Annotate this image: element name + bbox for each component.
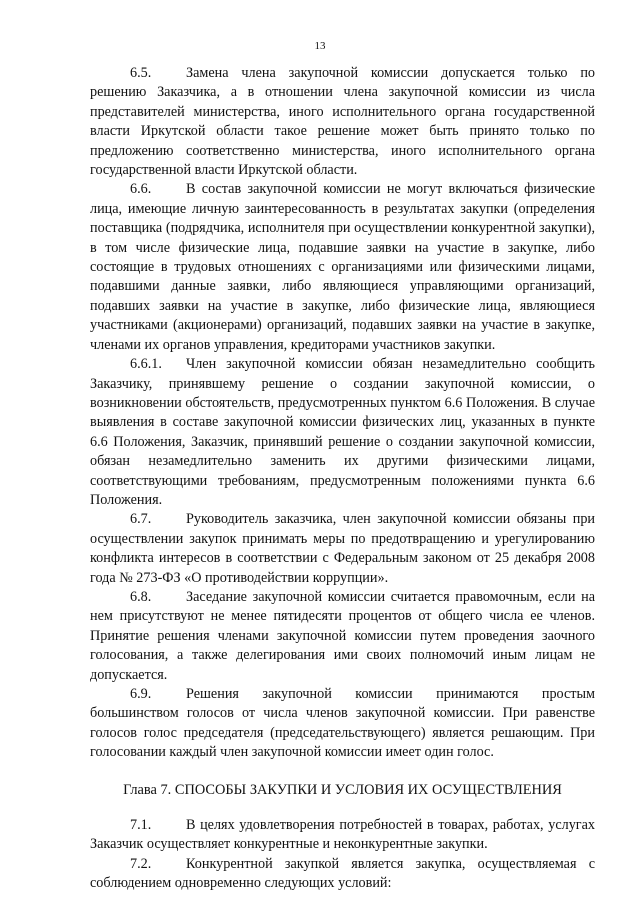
paragraph-number: 6.7. <box>130 511 152 528</box>
page-number: 13 <box>314 40 326 52</box>
paragraph-text: Заседание закупочной комиссии считается правомочным, если на нем присутствуют не менее пятидесяти процентов от общего числа ее членов. Принятие решения членами закупочной комиссии путем проведения заочного голосования, а также делегирования ими своих полномочий иным лицам не допускается. <box>90 588 595 683</box>
paragraph-6-6 <box>90 180 595 355</box>
paragraph-text: Руководитель заказчика, член закупочной комиссии обязаны при осуществлении закупок принимать меры по предотвращению и урегулированию конфликта интересов в соответствии с Федеральным законом от 25 декабря 2008 года № 273-ФЗ «О противодействии коррупции». <box>90 511 595 586</box>
chapter-heading: Глава 7. СПОСОБЫ ЗАКУПКИ И УСЛОВИЯ ИХ ОСУЩЕСТВЛЕНИЯ <box>123 781 562 798</box>
paragraph-text: В целях удовлетворения потребностей в товарах, работах, услугах Заказчик осуществляет конкурентные и неконкурентные закупки. <box>90 817 595 853</box>
paragraph-text: В состав закупочной комиссии не могут включаться физические лица, имеющие личную заинтересованность в результатах закупки (определения поставщика (подрядчика, исполнителя при осуществлении конкурентной закупки), в том числе физические лица, подавшие заявки на участие в закупке, либо состоящие в трудовых отношениях с организациями или физическими лицами, подавшими данные заявки, либо являющиеся управляющими организаций, подавших заявки на участие в закупке, либо физические лица, являющиеся участниками (акционерами) организаций, подавших заявки на участие в закупке, членами их органов управления, кредиторами участников закупки. <box>90 181 595 353</box>
paragraph-6-9 <box>90 685 595 763</box>
paragraph-number: 6.8. <box>130 588 152 605</box>
paragraph-number: 6.5. <box>130 65 152 81</box>
paragraph-6-8 <box>90 588 595 685</box>
paragraph-6-6-1 <box>90 355 595 510</box>
paragraph-number: 7.2. <box>130 855 152 872</box>
paragraph-6-7 <box>90 510 595 588</box>
paragraph-number: 6.6. <box>130 181 152 198</box>
paragraph-text: Замена члена закупочной комиссии допускается только по решению Заказчика, а в отношении члена закупочной комиссии из числа представителей министерства, иного исполнительного органа государственной власти Иркутской области такое решение может быть принято только по предложению соответственно министерства, иного исполнительного органа государственной власти Иркутской области. <box>90 65 595 179</box>
paragraph-text: Член закупочной комиссии обязан незамедлительно сообщить Заказчику, принявшему решение о создании закупочной комиссии, о возникновении обстоятельств, предусмотренных пунктом 6.6 Положения. В случае выявления в составе закупочной комиссии физических лиц, указанных в пункте 6.6 Положения, Заказчик, принявший решение о создании закупочной комиссии, обязан незамедлительно заменить их другими физическими лицами, соответствующими требованиям, предусмотренным положениями пункта 6.6 Положения. <box>90 356 595 508</box>
paragraph-number: 6.9. <box>130 686 152 702</box>
paragraph-text: Решения закупочной комиссии принимаются простым большинством голосов от числа членов закупочной комиссии. При равенстве голосов голос председателя (председательствующего) является решающим. При голосовании каждый член закупочной комиссии имеет один голос. <box>90 686 595 761</box>
paragraph-6-5 <box>90 64 595 180</box>
paragraph-number: 6.6.1. <box>130 356 162 373</box>
paragraph-text: Конкурентной закупкой является закупка, осуществляемая с соблюдением одновременно следующих условий: <box>90 855 595 892</box>
paragraph-7-1 <box>90 816 595 855</box>
paragraph-7-2 <box>90 855 595 894</box>
document-body <box>90 64 595 894</box>
paragraph-number: 7.1. <box>130 817 152 834</box>
